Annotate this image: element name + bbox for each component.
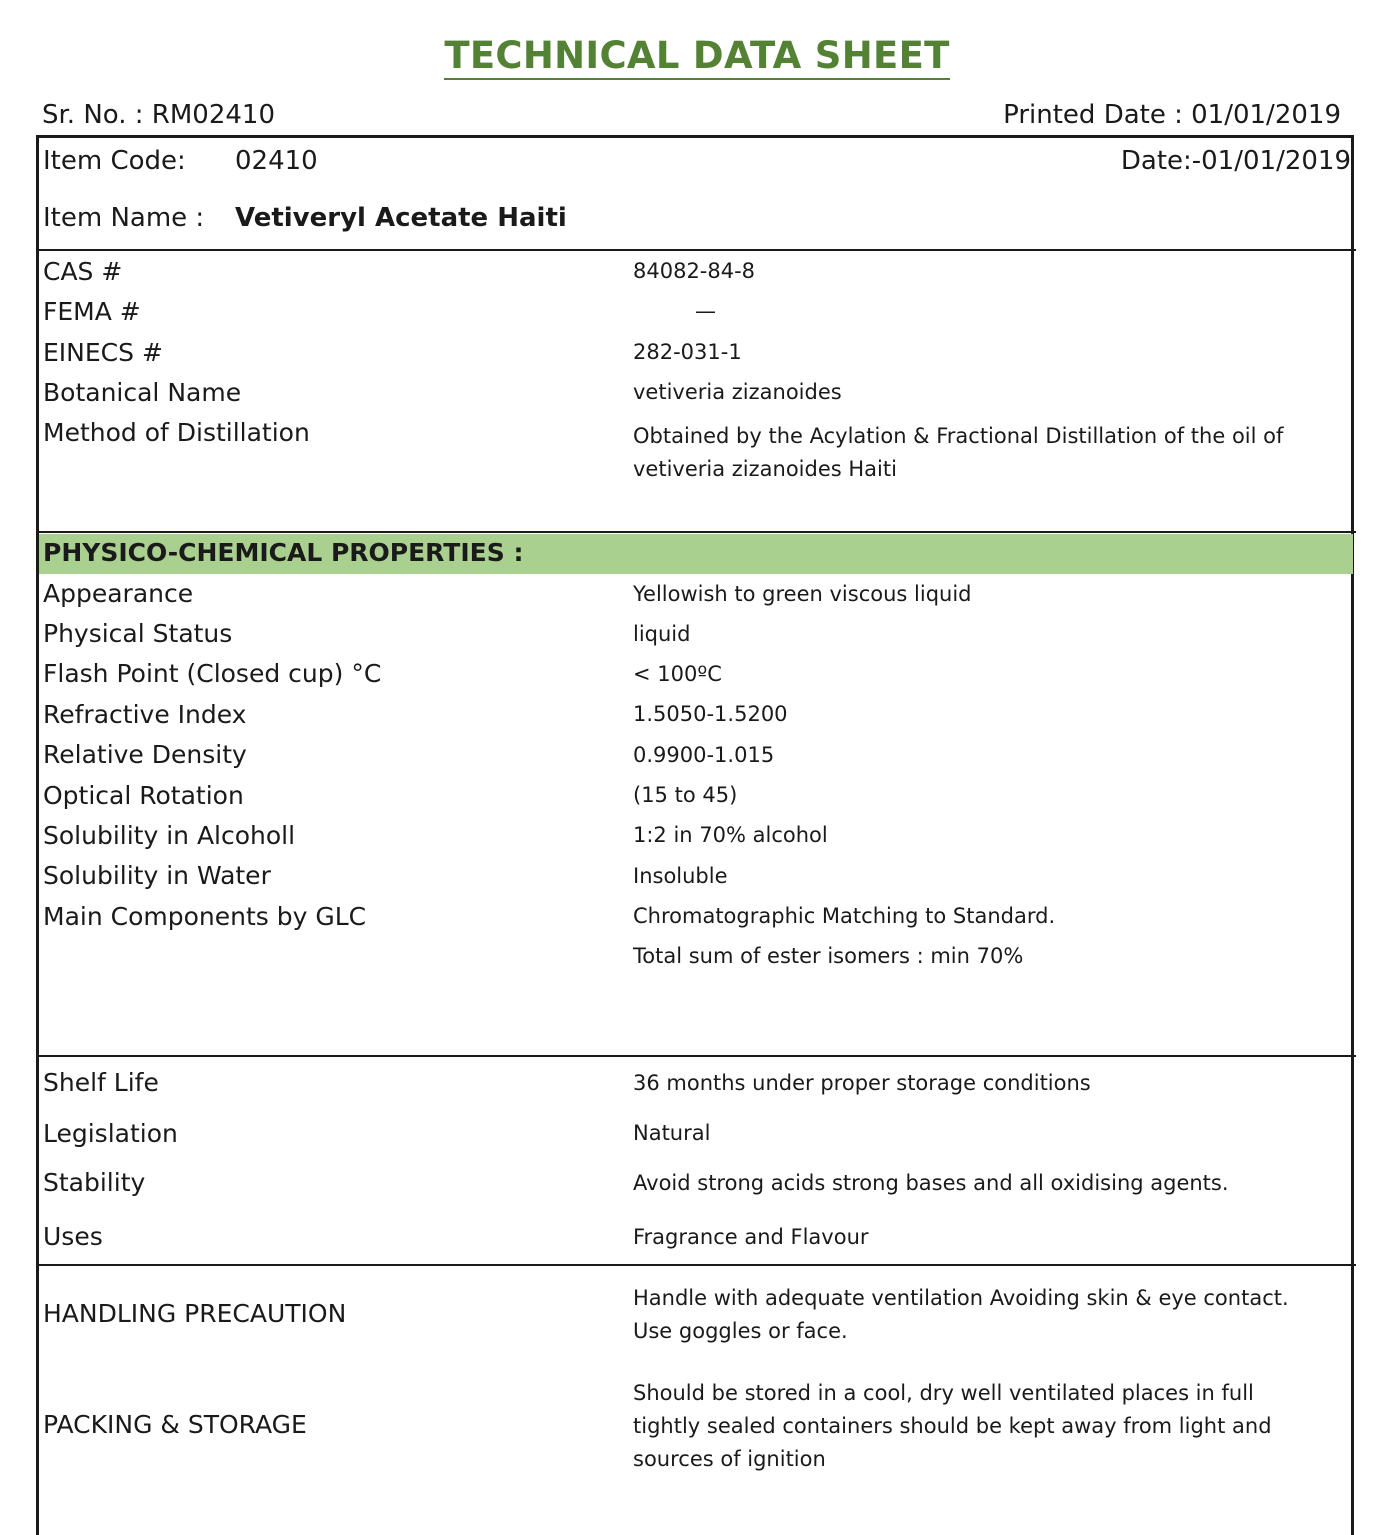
shelf-life-value: 36 months under proper storage conditions: [633, 1071, 1091, 1095]
legislation-value: Natural: [633, 1121, 711, 1145]
packing-storage-label: PACKING & STORAGE: [43, 1410, 307, 1439]
item-code-value: 02410: [235, 146, 318, 176]
relative-density-label: Relative Density: [43, 740, 247, 769]
divider: [36, 249, 1356, 251]
main-components-value: Chromatographic Matching to Standard.: [633, 904, 1056, 928]
handling-precaution-label: HANDLING PRECAUTION: [43, 1299, 347, 1328]
appearance-label: Appearance: [43, 579, 194, 608]
legislation-label: Legislation: [43, 1119, 178, 1148]
solubility-alcohol-label: Solubility in Alcoholl: [43, 821, 296, 850]
serial-number: Sr. No. : RM02410: [42, 100, 275, 130]
distillation-method-value: Obtained by the Acylation & Fractional Distillation of the oil of vetiveria zizanoides Haiti: [633, 424, 1284, 481]
physical-status-label: Physical Status: [43, 619, 233, 648]
handling-precaution-value: Handle with adequate ventilation Avoiding skin & eye contact. Use goggles or face.: [633, 1286, 1289, 1343]
botanical-name-value: vetiveria zizanoides: [633, 380, 842, 404]
solubility-water-label: Solubility in Water: [43, 861, 271, 890]
divider: [36, 531, 1356, 533]
ester-isomers-value: Total sum of ester isomers : min 70%: [633, 944, 1024, 968]
botanical-name-label: Botanical Name: [43, 378, 242, 407]
flash-point-value: < 100ºC: [633, 662, 722, 686]
item-date: Date:-01/01/2019: [1120, 146, 1351, 176]
einecs-value: 282-031-1: [633, 340, 742, 364]
printed-date: Printed Date : 01/01/2019: [1003, 100, 1341, 130]
packing-storage-value: Should be stored in a cool, dry well ventilated places in full tightly sealed containers should be kept away from light and sources of ignition: [633, 1381, 1272, 1471]
document-title: [0, 34, 1384, 77]
stability-label: Stability: [43, 1168, 146, 1197]
physical-status-value: liquid: [633, 622, 691, 646]
uses-value: Fragrance and Flavour: [633, 1225, 869, 1249]
uses-label: Uses: [43, 1222, 103, 1251]
physico-chemical-heading: PHYSICO-CHEMICAL PROPERTIES :: [43, 538, 524, 567]
flash-point-label: Flash Point (Closed cup) °C: [43, 659, 382, 688]
refractive-index-value: 1.5050-1.5200: [633, 702, 788, 726]
fema-label: FEMA #: [43, 297, 141, 326]
cas-label: CAS #: [43, 257, 123, 286]
item-code-label: Item Code:: [43, 146, 186, 176]
relative-density-value: 0.9900-1.015: [633, 743, 775, 767]
optical-rotation-label: Optical Rotation: [43, 781, 244, 810]
appearance-value: Yellowish to green viscous liquid: [633, 582, 972, 606]
shelf-life-label: Shelf Life: [43, 1068, 159, 1097]
item-name-value: Vetiveryl Acetate Haiti: [235, 203, 567, 233]
refractive-index-label: Refractive Index: [43, 700, 247, 729]
solubility-alcohol-value: 1:2 in 70% alcohol: [633, 823, 828, 847]
document-title-text: TECHNICAL DATA SHEET: [444, 34, 949, 80]
solubility-water-value: Insoluble: [633, 864, 728, 888]
optical-rotation-value: (15 to 45): [633, 783, 738, 807]
einecs-label: EINECS #: [43, 338, 163, 367]
divider: [36, 1264, 1356, 1266]
item-name-label: Item Name :: [43, 203, 205, 233]
cas-value: 84082-84-8: [633, 259, 756, 283]
distillation-method-label: Method of Distillation: [43, 418, 310, 447]
stability-value: Avoid strong acids strong bases and all oxidising agents.: [633, 1171, 1229, 1195]
divider: [36, 1055, 1356, 1057]
fema-value: —: [695, 299, 716, 323]
main-components-label: Main Components by GLC: [43, 902, 367, 931]
